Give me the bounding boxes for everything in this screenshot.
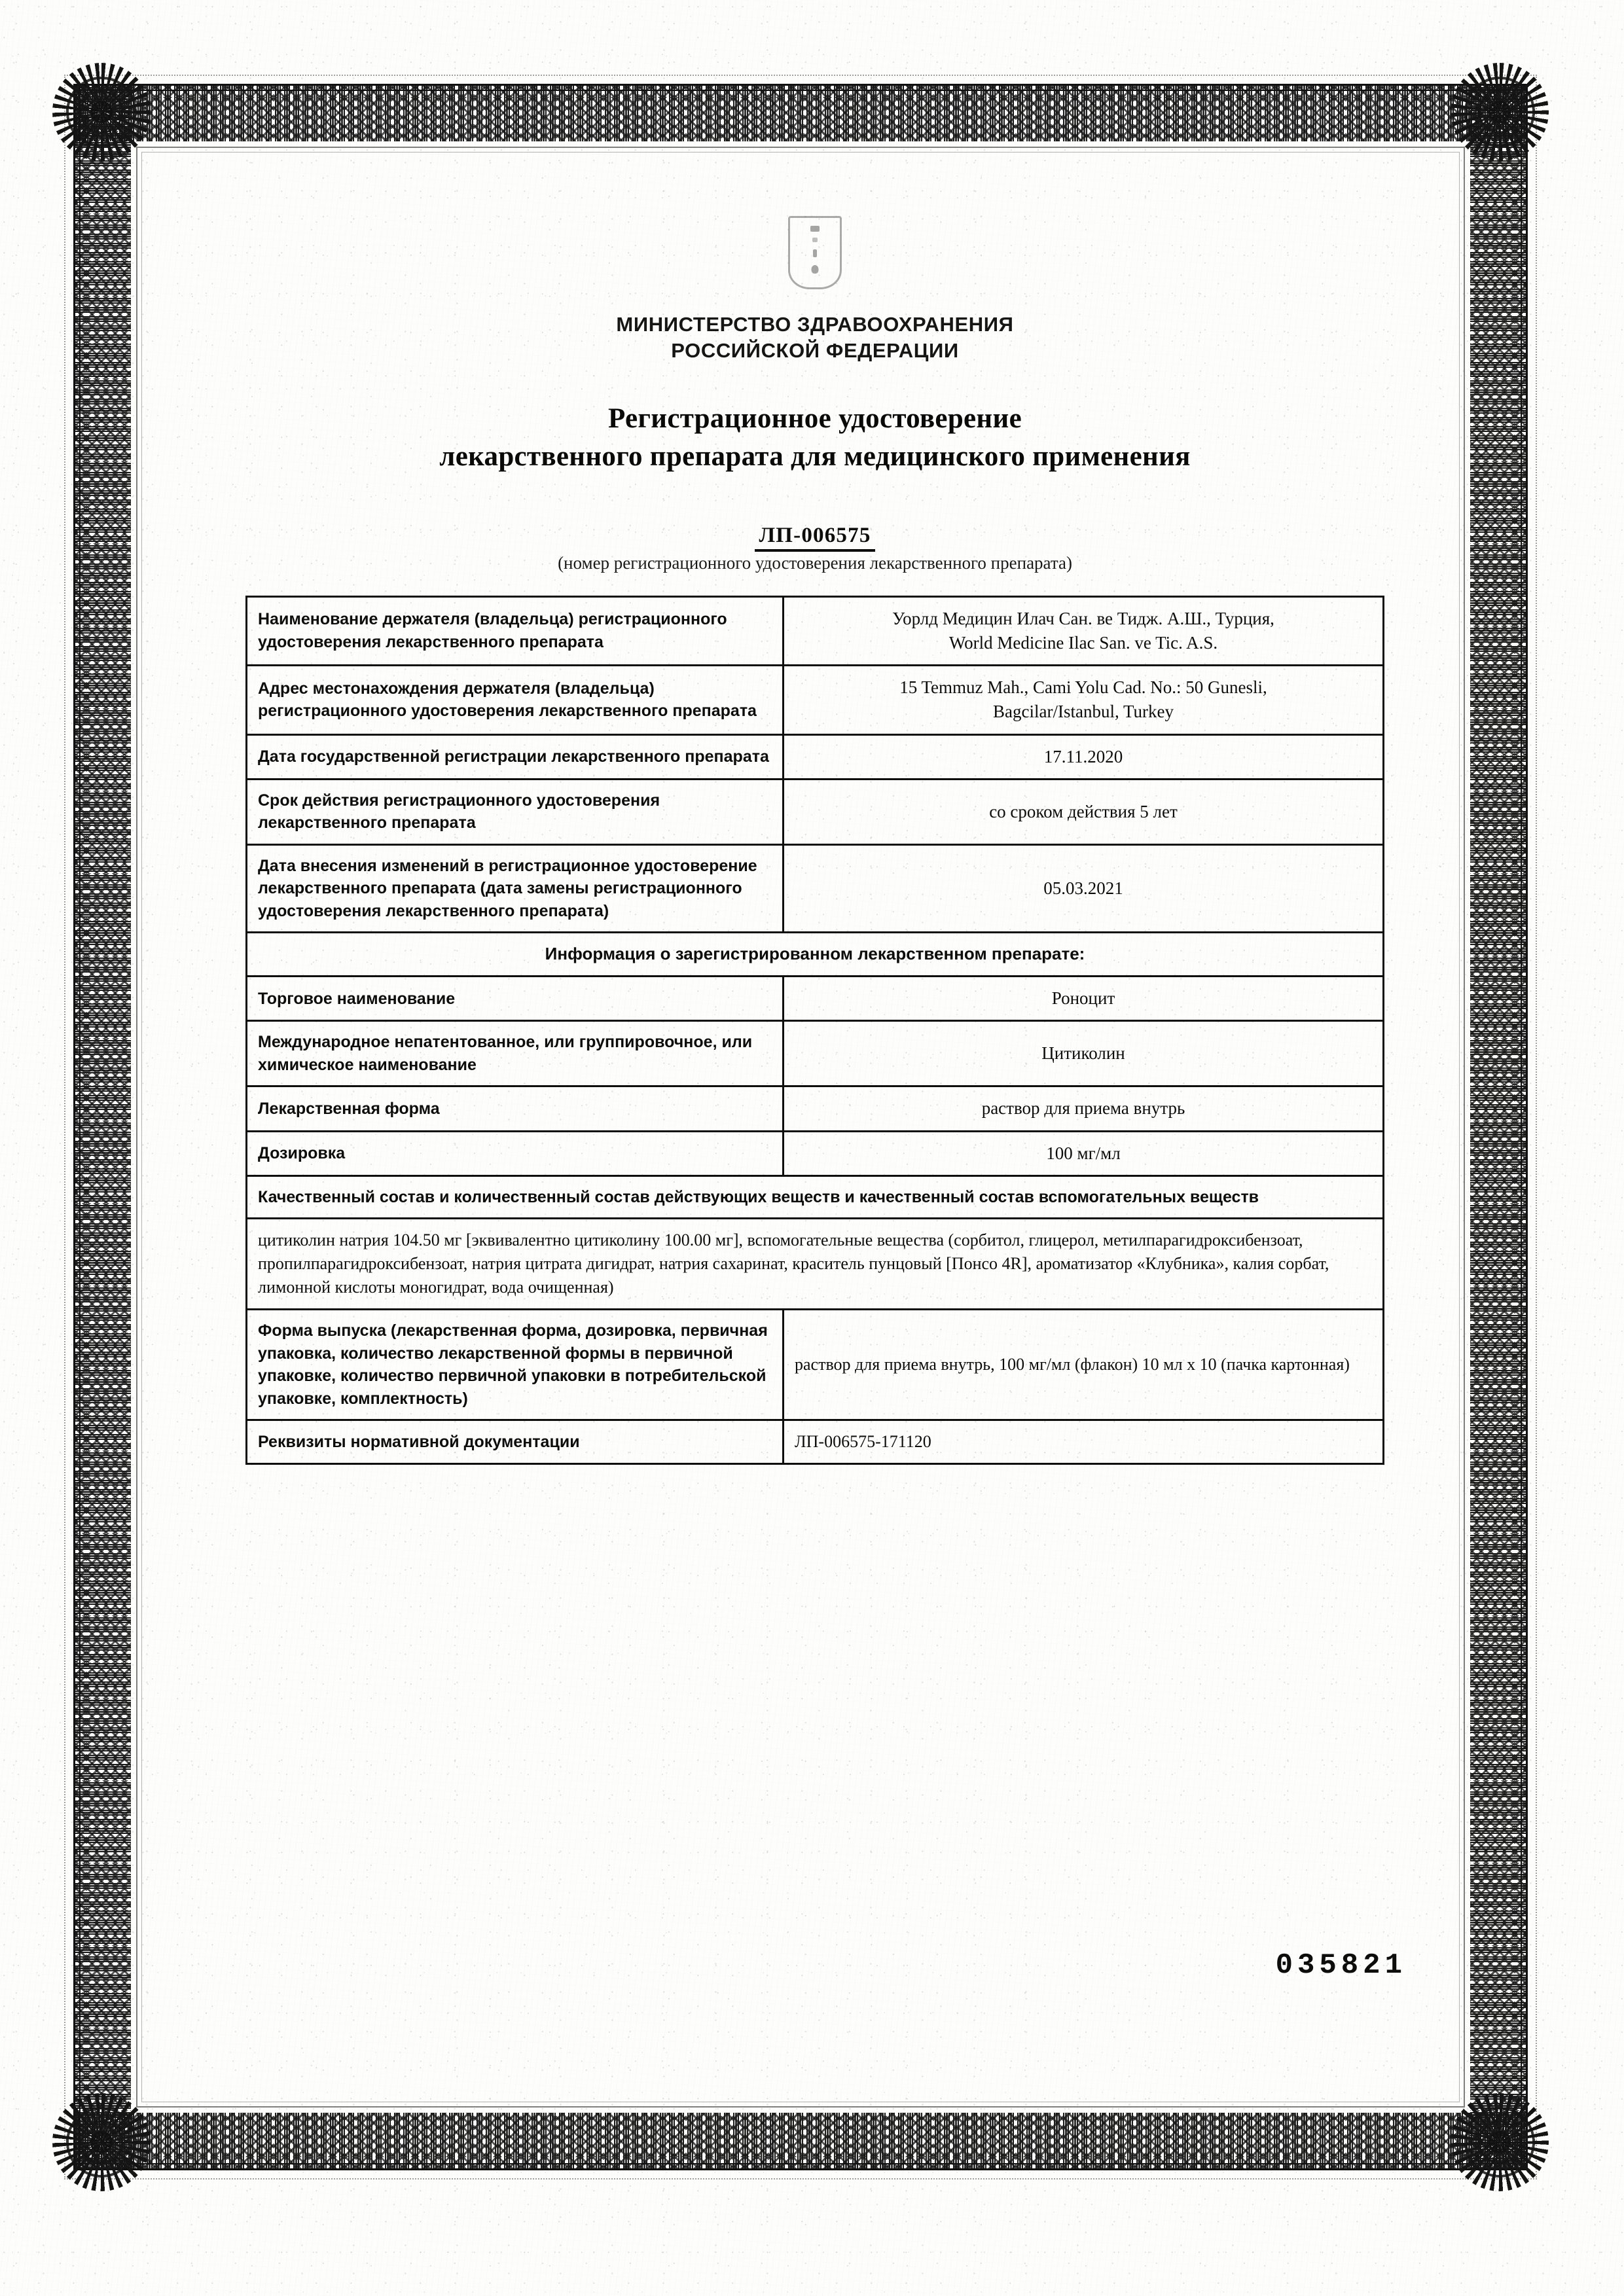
table-row (247, 1310, 1384, 1420)
registration-number-value: ЛП-006575 (755, 524, 875, 552)
table-row (247, 1219, 1384, 1310)
table-row-value: Цитиколин (784, 1021, 1384, 1086)
ministry-line-1: МИНИСТЕРСТВО ЗДРАВООХРАНЕНИЯ (616, 313, 1014, 336)
document-content (216, 216, 1414, 1465)
table-row-label: Дата внесения изменений в регистрационное удостоверение лекарственного препарата (дата замены регистрационного удостоверения лекарственного препарата) (247, 844, 784, 933)
document-title-line-2: лекарственного препарата для медицинского применения (439, 441, 1191, 473)
coat-of-arms-icon (788, 216, 842, 289)
table-row-label: Дата государственной регистрации лекарственного препарата (247, 734, 784, 779)
table-row-value: раствор для приема внутрь (784, 1086, 1384, 1131)
emblem-container (216, 216, 1414, 289)
registration-number (216, 524, 1414, 548)
border-band-bottom (73, 2113, 1528, 2170)
document-title-line-1: Регистрационное удостоверение (608, 403, 1022, 434)
registration-table-body (247, 596, 1384, 1463)
table-row (247, 734, 1384, 779)
border-band-left (73, 84, 131, 2170)
border-band-top (73, 84, 1528, 141)
table-row-value: Уорлд Медицин Илач Сан. ве Тидж. А.Ш., Турция, World Medicine Ilac San. ve Tic. A.S. (784, 596, 1384, 666)
corner-rosette-top-right (1451, 63, 1549, 161)
table-row-label: Международное непатентованное, или группировочное, или химическое наименование (247, 1021, 784, 1086)
table-row-value: 100 мг/мл (784, 1131, 1384, 1175)
table-row (247, 596, 1384, 666)
table-row-value: ЛП-006575-171120 (784, 1420, 1384, 1464)
ministry-heading (216, 312, 1414, 365)
serial-number: 035821 (1275, 1949, 1407, 1982)
table-row-value: 17.11.2020 (784, 734, 1384, 779)
table-fullwidth-text: цитиколин натрия 104.50 мг [эквивалентно цитиколину 100.00 мг], вспомогательные вещества (сорбитол, глицерол, метилпарагидроксибензоат, пропилпарагидроксибензоат, натрия цитрата дигидрат, натрия сахаринат, краситель пунцовый [Понсо 4R], ароматизатор «Клубника», калия сорбат, лимонной кислоты моногидрат, вода очищенная) (247, 1219, 1384, 1310)
table-row (247, 1420, 1384, 1464)
ministry-line-2: РОССИЙСКОЙ ФЕДЕРАЦИИ (671, 339, 959, 363)
table-row-label: Форма выпуска (лекарственная форма, дозировка, первичная упаковка, количество лекарственной формы в первичной упаковке, количество первичной упаковки в потребительской упаковке, комплектность) (247, 1310, 784, 1420)
table-row-label: Адрес местонахождения держателя (владельца) регистрационного удостоверения лекарственного препарата (247, 666, 784, 735)
corner-rosette-bottom-left (52, 2093, 151, 2191)
table-row-label: Лекарственная форма (247, 1086, 784, 1131)
table-row-label: Реквизиты нормативной документации (247, 1420, 784, 1464)
table-row (247, 1175, 1384, 1219)
table-row (247, 977, 1384, 1021)
document-title (216, 400, 1414, 476)
table-row (247, 933, 1384, 977)
table-row (247, 1086, 1384, 1131)
registration-number-caption: (номер регистрационного удостоверения лекарственного препарата) (558, 552, 1072, 573)
table-row-value: 05.03.2021 (784, 844, 1384, 933)
table-row-label: Наименование держателя (владельца) регистрационного удостоверения лекарственного препарата (247, 596, 784, 666)
table-fullwidth-label: Качественный состав и количественный состав действующих веществ и качественный состав вспомогательных веществ (247, 1175, 1384, 1219)
corner-rosette-bottom-right (1451, 2093, 1549, 2191)
table-section-heading: Информация о зарегистрированном лекарственном препарате: (247, 933, 1384, 977)
table-row (247, 1131, 1384, 1175)
table-row-value: раствор для приема внутрь, 100 мг/мл (флакон) 10 мл x 10 (пачка картонная) (784, 1310, 1384, 1420)
table-row (247, 844, 1384, 933)
table-row-label: Срок действия регистрационного удостоверения лекарственного препарата (247, 779, 784, 844)
border-band-right (1470, 84, 1528, 2170)
table-row-label: Дозировка (247, 1131, 784, 1175)
table-row-value: со сроком действия 5 лет (784, 779, 1384, 844)
table-row-value: 15 Temmuz Mah., Cami Yolu Cad. No.: 50 Gunesli, Bagcilar/Istanbul, Turkey (784, 666, 1384, 735)
table-row-label: Торговое наименование (247, 977, 784, 1021)
table-row-value: Роноцит (784, 977, 1384, 1021)
table-row (247, 779, 1384, 844)
registration-details-table (245, 596, 1384, 1465)
table-row (247, 666, 1384, 735)
corner-rosette-top-left (52, 63, 151, 161)
table-row (247, 1021, 1384, 1086)
